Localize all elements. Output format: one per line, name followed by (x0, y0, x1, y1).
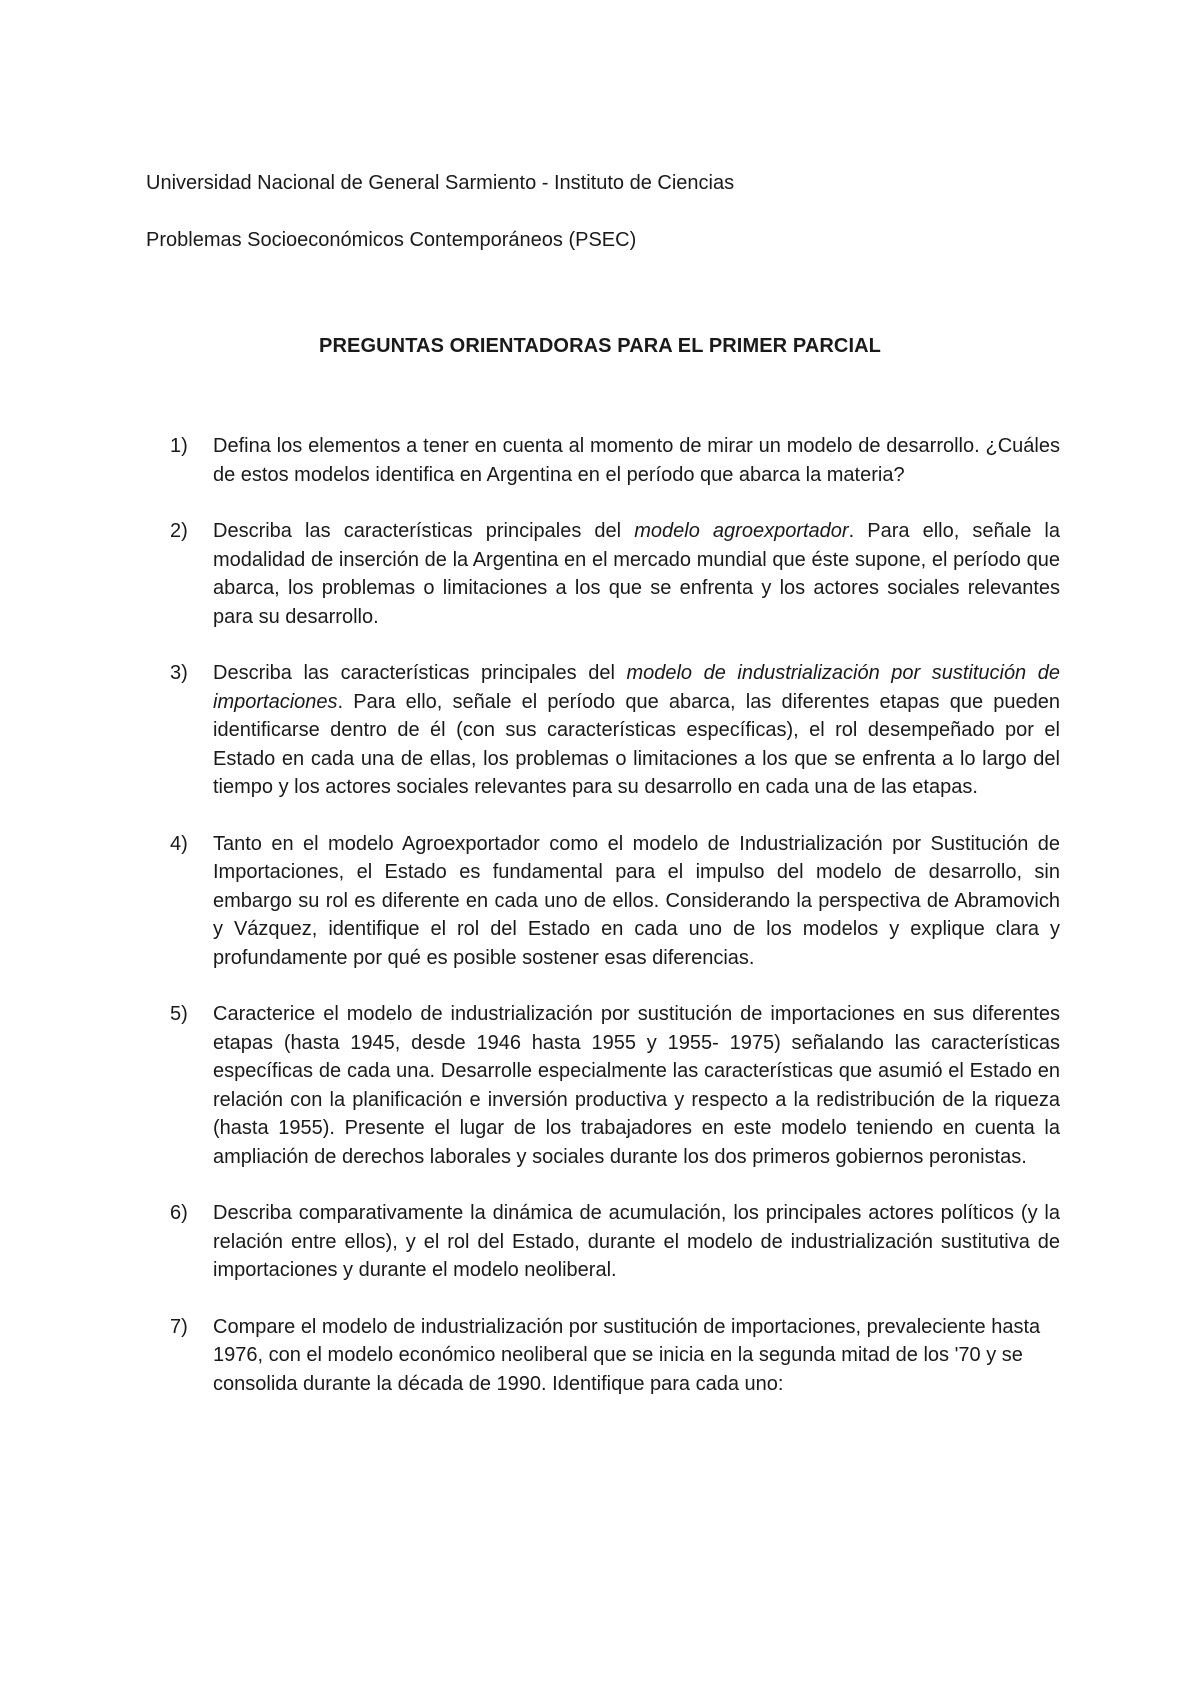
question-number: 5) (170, 1003, 188, 1025)
question-text-part: . Para ello, señale la modalidad de inserción de la Argentina en el mercado mundial que éste supone, el período que abarca, los problemas o limitaciones a los que se enfrenta y los actores sociales relevantes para su desarrollo. (213, 520, 1060, 628)
question-text: Caracterice el modelo de industrialización por sustitución de importaciones en sus diferentes etapas (hasta 1945, desde 1946 hasta 1955 y 1955- 1975) señalando las características específicas de cada una. Desarrolle especialmente las características que asumió el Estado en relación con la planificación e inversión productiva y respecto a la redistribución de la riqueza (hasta 1955). Presente el lugar de los trabajadores en este modelo teniendo en cuenta la ampliación de derechos laborales y sociales durante los dos primeros gobiernos peronistas. (213, 1003, 1060, 1168)
question-text-part: Describa las características principales del (213, 520, 635, 542)
question-text: Defina los elementos a tener en cuenta al momento de mirar un modelo de desarrollo. ¿Cuáles de estos modelos identifica en Argentina en el período que abarca la materia? (213, 435, 1060, 486)
question-number: 2) (170, 520, 188, 542)
question-emphasis: modelo de industrialización por sustitución de importaciones (213, 662, 1060, 713)
question-text (213, 520, 1060, 628)
course-line: Problemas Socioeconómicos Contemporáneos (PSEC) (146, 229, 637, 251)
question-number: 7) (170, 1315, 188, 1338)
question-text: Compare el modelo de industrialización por sustitución de importaciones, prevaleciente hasta 1976, con el modelo económico neoliberal que se inicia en la segunda mitad de los '70 y se consolida durante la década de 1990. Identifique para cada uno: (213, 1315, 1041, 1395)
question-number: 4) (170, 832, 188, 855)
question-text: Describa comparativamente la dinámica de acumulación, los principales actores políticos (y la relación entre ellos), y el rol del Estado, durante el modelo de industrialización sustitutiva de importaciones y durante el modelo neoliberal. (213, 1202, 1060, 1281)
question-6 (170, 1199, 1060, 1285)
question-2 (170, 517, 1060, 631)
question-text-part: Describa las características principales del (213, 662, 627, 684)
question-7 (170, 1313, 1060, 1399)
question-1 (170, 432, 1060, 489)
question-3 (170, 659, 1060, 802)
question-list (170, 432, 1060, 1426)
question-number: 6) (170, 1202, 188, 1224)
page-title: PREGUNTAS ORIENTADORAS PARA EL PRIMER PARCIAL (319, 335, 881, 357)
question-4 (170, 830, 1060, 973)
question-emphasis: modelo agroexportador (634, 520, 849, 542)
question-text: Tanto en el modelo Agroexportador como el modelo de Industrialización por Sustitución de Importaciones, el Estado es fundamental para el impulso del modelo de desarrollo, sin embargo su rol es diferente en cada uno de ellos. Considerando la perspectiva de Abramovich y Vázquez, identifique el rol del Estado en cada uno de los modelos y explique clara y profundamente por qué es posible sostener esas diferencias. (213, 832, 1060, 969)
question-text (213, 662, 1060, 798)
question-number: 1) (170, 435, 188, 457)
question-5 (170, 1000, 1060, 1171)
question-number: 3) (170, 662, 188, 684)
institution-line: Universidad Nacional de General Sarmiento - Instituto de Ciencias (146, 172, 735, 194)
question-text-part: . Para ello, señale el período que abarca, las diferentes etapas que pueden identificarse dentro de él (con sus características específicas), el rol desempeñado por el Estado en cada una de ellas, los problemas o limitaciones a los que se enfrenta a lo largo del tiempo y los actores sociales relevantes para su desarrollo en cada una de las etapas. (213, 690, 1060, 798)
